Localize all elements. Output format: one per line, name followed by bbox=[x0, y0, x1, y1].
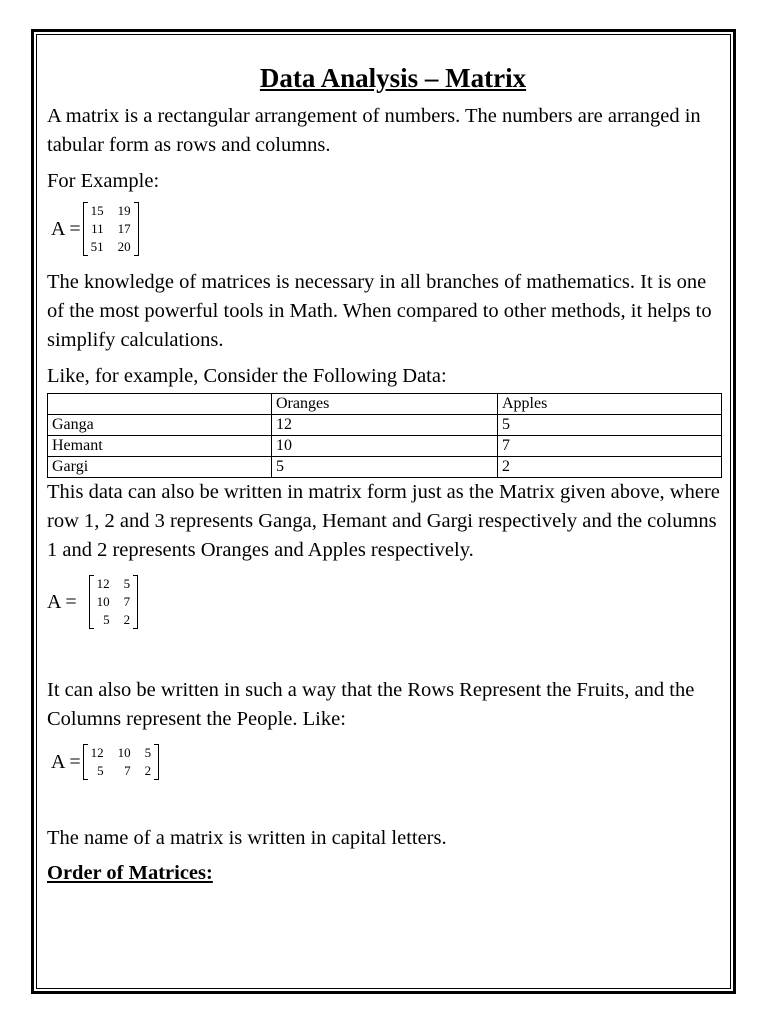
table-cell: Gargi bbox=[48, 457, 272, 478]
table-cell: 7 bbox=[498, 436, 722, 457]
table-cell: 2 bbox=[498, 457, 722, 478]
matrix-cell: 11 bbox=[91, 221, 104, 236]
table-header-row bbox=[48, 394, 722, 415]
matrix-cell: 19 bbox=[117, 203, 131, 218]
matrix-cell: 12 bbox=[90, 745, 104, 760]
matrix-cell: 12 bbox=[96, 576, 110, 591]
table-cell: 10 bbox=[272, 436, 498, 457]
table-cell: Hemant bbox=[48, 436, 272, 457]
matrix-cell: 15 bbox=[90, 203, 104, 218]
matrix-grid bbox=[94, 575, 134, 629]
capital-letters-paragraph: The name of a matrix is written in capital letters. bbox=[47, 827, 447, 849]
fruit-data-table bbox=[47, 393, 722, 478]
matrix-grid bbox=[88, 202, 134, 256]
intro-paragraph: A matrix is a rectangular arrangement of numbers. The numbers are arranged in tabular form as rows and columns. bbox=[47, 105, 701, 156]
matrix-label: A = bbox=[51, 750, 81, 773]
matrix-a-fruit-rows bbox=[47, 744, 723, 780]
for-example-label: For Example: bbox=[47, 170, 160, 192]
knowledge-paragraph: The knowledge of matrices is necessary in all branches of mathematics. It is one of the most powerful tools in Math. When compared to other methods, it helps to simplify calculations. bbox=[47, 271, 712, 351]
right-bracket bbox=[154, 744, 159, 780]
right-bracket bbox=[134, 202, 139, 256]
right-bracket bbox=[133, 575, 138, 629]
matrix-cell: 5 bbox=[123, 576, 131, 591]
table-row bbox=[48, 415, 722, 436]
table-cell: Ganga bbox=[48, 415, 272, 436]
matrix-cell: 17 bbox=[117, 221, 131, 236]
matrix-grid bbox=[88, 744, 155, 780]
table-row bbox=[48, 457, 722, 478]
table-row bbox=[48, 436, 722, 457]
matrix-label: A = bbox=[47, 590, 77, 613]
page-title: Data Analysis – Matrix bbox=[259, 63, 527, 93]
table-cell: 5 bbox=[272, 457, 498, 478]
matrix-cell: 2 bbox=[144, 763, 152, 778]
matrix-cell: 5 bbox=[103, 612, 110, 627]
order-of-matrices-heading: Order of Matrices: bbox=[47, 862, 213, 884]
matrix-a-example bbox=[47, 202, 723, 256]
matrix-cell: 20 bbox=[117, 239, 131, 254]
table-cell: 5 bbox=[498, 415, 722, 436]
matrix-label: A = bbox=[51, 217, 81, 240]
matrix-cell: 2 bbox=[123, 612, 131, 627]
matrix-cell: 51 bbox=[90, 239, 104, 254]
matrix-cell: 5 bbox=[144, 745, 152, 760]
table-header-cell: Apples bbox=[498, 394, 722, 415]
table-cell: 12 bbox=[272, 415, 498, 436]
document-content bbox=[47, 60, 723, 888]
rows-fruits-paragraph: It can also be written in such a way that the Rows Represent the Fruits, and the Columns represent the People. Like: bbox=[47, 679, 695, 730]
matrix-cell: 10 bbox=[117, 745, 131, 760]
matrix-cell: 7 bbox=[124, 763, 131, 778]
matrix-form-paragraph: This data can also be written in matrix form just as the Matrix given above, where row 1, 2 and 3 represents Ganga, Hemant and Gargi respectively and the columns 1 and 2 represents Oranges and Apples respectively. bbox=[47, 481, 720, 561]
matrix-a-people-rows bbox=[47, 575, 723, 629]
consider-data-paragraph: Like, for example, Consider the Following Data: bbox=[47, 365, 447, 387]
matrix-cell: 5 bbox=[97, 763, 104, 778]
matrix-cell: 7 bbox=[123, 594, 131, 609]
table-header-cell: Oranges bbox=[272, 394, 498, 415]
table-header-cell bbox=[48, 394, 272, 415]
matrix-cell: 10 bbox=[96, 594, 110, 609]
